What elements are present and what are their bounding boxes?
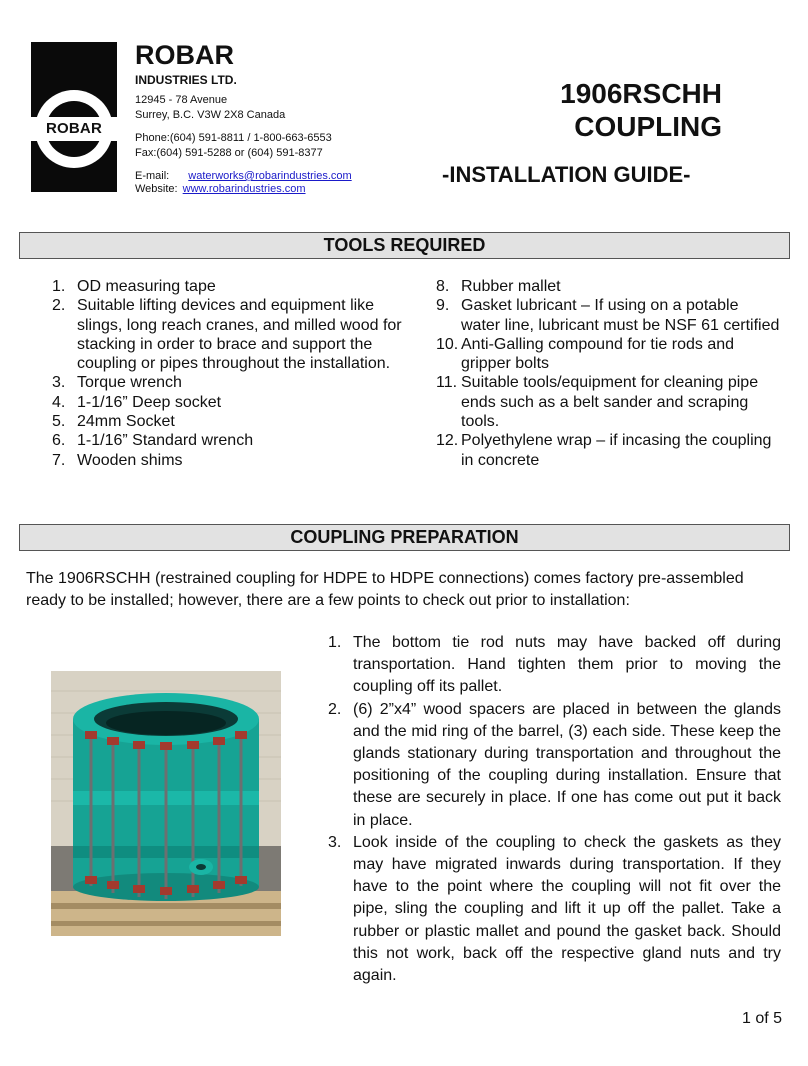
list-item-number: 7.	[52, 451, 66, 469]
list-item	[436, 296, 781, 335]
list-item-number: 2.	[52, 297, 66, 315]
list-item-number: 5.	[52, 413, 66, 431]
company-name: ROBAR	[135, 40, 234, 70]
list-item	[52, 373, 402, 392]
tools-list-left	[52, 277, 402, 470]
list-item-text: (6) 2”x4” wood spacers are placed in between the glands and the mid ring of the barrel, (3) each side. These keep the glands stationary during transportation and throughout the positioning of the coupling during installation. Ensure that these are securely in place. If one has come out put it back in place.	[353, 700, 781, 829]
list-item	[436, 373, 781, 431]
address-line-2: Surrey, B.C. V3W 2X8 Canada	[135, 109, 286, 121]
list-item-text: 1-1/16” Deep socket	[77, 393, 222, 411]
email-label: E-mail:	[135, 170, 170, 182]
list-item	[328, 632, 781, 699]
prep-steps	[328, 632, 781, 987]
list-item-text: Anti-Galling compound for tie rods and gripper bolts	[461, 335, 735, 373]
list-item-number: 11.	[436, 374, 458, 392]
list-item-text: Suitable tools/equipment for cleaning pipe ends such as a belt sander and scraping tools.	[461, 374, 759, 431]
list-item	[436, 431, 781, 470]
list-item-number: 1.	[328, 634, 342, 651]
list-item-text: Look inside of the coupling to check the gaskets as they may have migrated inwards during transportation. If they have to the point where the coupling will not fit over the pipe, sling the coupling and lift it up off the pallet. Take a rubber or plastic mallet and pound the gasket back. Should this not work, back off the respective gland nuts and try again.	[353, 833, 781, 985]
email-link[interactable]: waterworks@robarindustries.com	[188, 170, 352, 182]
tools-list-right	[436, 277, 781, 470]
list-item-text: Suitable lifting devices and equipment like slings, long reach cranes, and milled wood for stacking in order to brace and support the coupling or pipes throughout the installation.	[77, 297, 402, 373]
list-item-number: 3.	[328, 833, 342, 851]
list-item-text: Torque wrench	[77, 374, 182, 392]
list-item	[436, 277, 781, 296]
list-item-text: Gasket lubricant – If using on a potable water line, lubricant must be NSF 61 certified	[461, 297, 780, 334]
list-item-text: Polyethylene wrap – if incasing the coupling in concrete	[461, 432, 772, 469]
list-item	[52, 412, 402, 431]
list-item-number: 10.	[436, 335, 459, 353]
website-link[interactable]: www.robarindustries.com	[182, 183, 306, 195]
list-item	[52, 451, 402, 470]
email-line	[135, 170, 352, 182]
list-item-number: 12.	[436, 432, 459, 450]
prep-section-header: COUPLING PREPARATION	[19, 524, 790, 551]
list-item-number: 1.	[52, 278, 66, 295]
list-item-number: 9.	[436, 297, 450, 315]
list-item-number: 2.	[328, 700, 342, 718]
list-item	[52, 277, 402, 296]
website-label: Website:	[135, 183, 178, 195]
list-item-number: 8.	[436, 278, 450, 295]
address-line-1: 12945 - 78 Avenue	[135, 94, 228, 106]
company-logo	[31, 42, 117, 192]
model-number: 1906RSCHH	[560, 78, 722, 109]
tools-section-header: TOOLS REQUIRED	[19, 232, 790, 259]
list-item-text: OD measuring tape	[77, 278, 216, 295]
coupling-illustration	[51, 671, 281, 936]
logo-wordmark: ROBAR	[46, 120, 102, 137]
fax-line: Fax:(604) 591-5288 or (604) 591-8377	[135, 147, 323, 159]
list-item	[436, 335, 781, 374]
list-item-number: 6.	[52, 432, 66, 450]
company-subtitle: INDUSTRIES LTD.	[135, 73, 237, 87]
product-name: COUPLING	[574, 111, 722, 142]
list-item-text: The bottom tie rod nuts may have backed off during transportation. Hand tighten them prior to moving the coupling off its pallet.	[353, 634, 781, 696]
coupling-photo	[51, 671, 281, 936]
list-item	[328, 832, 781, 987]
website-line	[135, 183, 306, 195]
list-item-text: 24mm Socket	[77, 413, 175, 431]
list-item	[52, 431, 402, 450]
list-item-number: 4.	[52, 393, 66, 411]
list-item-text: Rubber mallet	[461, 278, 561, 295]
prep-intro: The 1906RSCHH (restrained coupling for HDPE to HDPE connections) comes factory pre-assembled ready to be installed; however, there are a few points to check out prior to installation:	[26, 570, 744, 609]
guide-title: -INSTALLATION GUIDE-	[442, 162, 691, 187]
list-item-number: 3.	[52, 374, 66, 392]
list-item	[52, 393, 402, 412]
list-item	[328, 699, 781, 832]
list-item-text: Wooden shims	[77, 451, 183, 469]
list-item-text: 1-1/16” Standard wrench	[77, 432, 254, 450]
page-number: 1 of 5	[741, 1010, 782, 1027]
phone-line: Phone:(604) 591-8811 / 1-800-663-6553	[135, 132, 332, 144]
list-item	[52, 296, 402, 373]
